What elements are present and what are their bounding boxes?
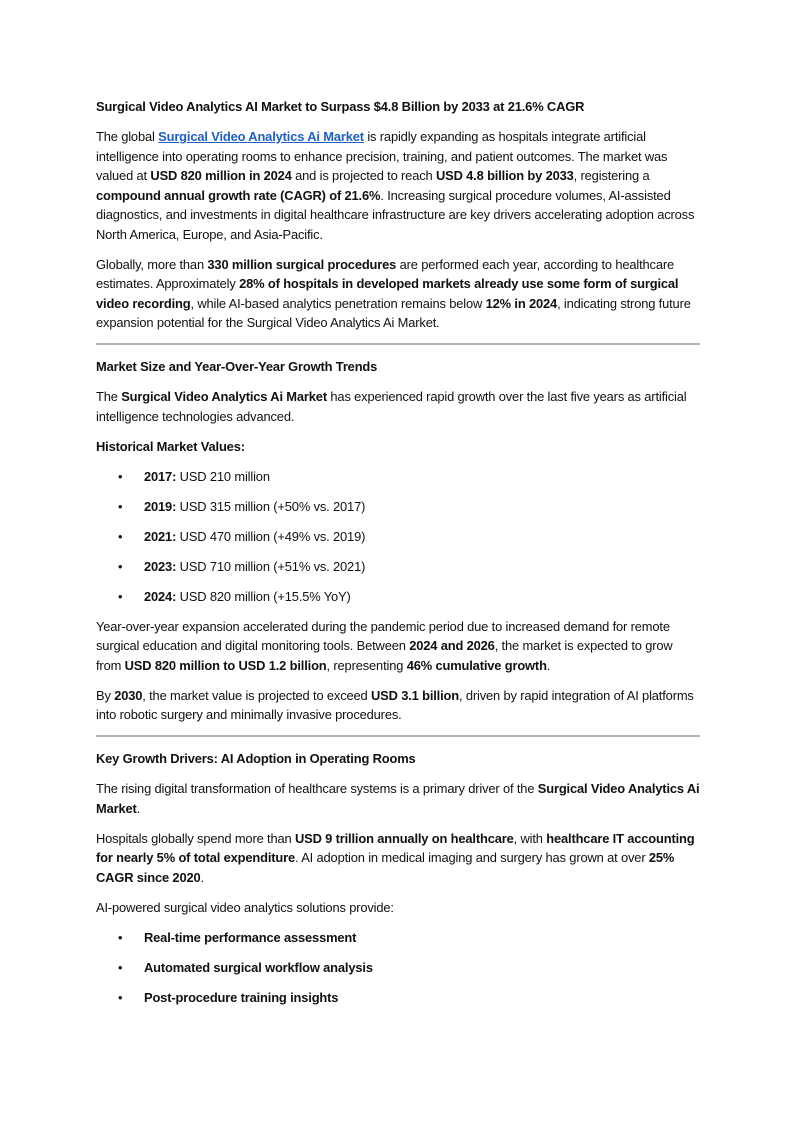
- text: .: [200, 869, 204, 885]
- section-heading: Key Growth Drivers: AI Adoption in Operating Rooms: [96, 751, 416, 766]
- document-page: [96, 97, 700, 1018]
- spending-paragraph: [96, 829, 700, 888]
- text: . Increasing surgical procedure volumes, AI-assisted diagnostics, and investments in digital healthcare infrastructure are key drivers accelerating adoption across North America, Europe, and Asia-Pacific.: [96, 187, 695, 242]
- section-heading: Market Size and Year-Over-Year Growth Trends: [96, 359, 378, 374]
- value: USD 710 million (+51% vs. 2021): [176, 558, 366, 574]
- year: 2021:: [144, 528, 177, 544]
- market-link[interactable]: Surgical Video Analytics Ai Market: [158, 129, 364, 144]
- text: , the market value is projected to exceed: [142, 687, 371, 703]
- list-item: [96, 467, 700, 487]
- bold-text: 330 million surgical procedures: [207, 256, 397, 272]
- year: 2023:: [144, 558, 177, 574]
- bold-text: USD 820 million to USD 1.2 billion: [124, 657, 327, 673]
- text: , registering a: [573, 168, 650, 183]
- bold-text: Automated surgical workflow analysis: [144, 959, 373, 975]
- bold-text: 2024 and 2026: [409, 638, 495, 653]
- text: .: [136, 800, 141, 816]
- text: Year-over-year expansion accelerated during the pandemic period due to increased demand for remote surgical education and digital monitoring tools. Between: [96, 618, 670, 653]
- divider: [96, 343, 700, 345]
- benefits-list: [96, 928, 700, 1008]
- text: . AI adoption in medical imaging and surgery has grown at over: [295, 850, 649, 865]
- value: USD 820 million (+15.5% YoY): [176, 588, 351, 604]
- bold-text: Real-time performance assessment: [144, 929, 357, 945]
- projection-paragraph: [96, 686, 700, 725]
- value: USD 210 million: [176, 468, 270, 484]
- bold-text: healthcare IT accounting for nearly 5% of total expenditure: [96, 830, 695, 865]
- text: Hospitals globally spend more than: [96, 830, 295, 846]
- text: By: [96, 687, 115, 703]
- text: has experienced rapid growth over the last five years as artificial intelligence technologies advanced.: [96, 389, 687, 424]
- divider: [96, 735, 700, 737]
- text: Globally, more than: [96, 256, 208, 272]
- bold-text: USD 3.1 billion: [371, 687, 459, 703]
- historical-values-list: [96, 467, 700, 607]
- text: , while AI-based analytics penetration remains below: [190, 295, 486, 311]
- text: are performed each year, according to healthcare estimates. Approximately: [96, 256, 675, 291]
- year: 2024:: [144, 588, 177, 604]
- text: The rising digital transformation of healthcare systems is a primary driver of the: [96, 781, 538, 796]
- bold-text: USD 4.8 billion by 2033: [435, 168, 574, 183]
- growth-paragraph: [96, 387, 700, 426]
- text: The global: [96, 129, 159, 144]
- bold-text: Post-procedure training insights: [144, 989, 339, 1005]
- year: 2017:: [144, 468, 177, 484]
- text: , indicating strong future expansion potential for the Surgical Video Analytics Ai Market.: [96, 295, 691, 330]
- year: 2019:: [144, 498, 177, 514]
- bold-text: 2030: [114, 687, 143, 703]
- text: , the market is expected to grow from: [96, 638, 673, 673]
- historical-label: [96, 437, 700, 457]
- list-item: [96, 958, 700, 978]
- list-item: [96, 587, 700, 607]
- drivers-paragraph: [96, 779, 700, 818]
- text: is rapidly expanding as hospitals integrate artificial intelligence into operating rooms to enhance precision, training, and patient outcomes. The market was valued at: [96, 129, 668, 183]
- list-item: [96, 527, 700, 547]
- list-item: [96, 928, 700, 948]
- solutions-intro: AI-powered surgical video analytics solutions provide:: [96, 899, 394, 915]
- procedures-paragraph: [96, 255, 700, 333]
- value: USD 470 million (+49% vs. 2019): [176, 528, 366, 544]
- bold-text: Historical Market Values:: [96, 438, 245, 454]
- value: USD 315 million (+50% vs. 2017): [176, 498, 366, 514]
- text: and is projected to reach: [291, 168, 436, 183]
- bold-text: Surgical Video Analytics Ai Market: [96, 781, 700, 816]
- bold-text: compound annual growth rate (CAGR) of 21.6%: [96, 187, 381, 203]
- text: .: [546, 657, 551, 673]
- bold-text: 28% of hospitals in developed markets already use some form of surgical video recording: [96, 276, 679, 311]
- list-item: [96, 497, 700, 517]
- text: , representing: [326, 657, 407, 673]
- list-item: [96, 988, 700, 1008]
- bold-text: Surgical Video Analytics Ai Market: [121, 389, 327, 404]
- bold-text: 46% cumulative growth: [406, 657, 547, 673]
- text: , with: [513, 830, 547, 846]
- intro-paragraph: [96, 127, 700, 244]
- bold-text: USD 820 million in 2024: [150, 168, 292, 183]
- bold-text: 25% CAGR since 2020: [96, 850, 675, 885]
- text: The: [96, 389, 122, 404]
- document-title: Surgical Video Analytics AI Market to Surpass $4.8 Billion by 2033 at 21.6% CAGR: [96, 99, 585, 114]
- yoy-paragraph: [96, 617, 700, 676]
- bold-text: USD 9 trillion annually on healthcare: [294, 830, 514, 846]
- text: , driven by rapid integration of AI platforms into robotic surgery and minimally invasive procedures.: [96, 687, 694, 722]
- list-item: [96, 557, 700, 577]
- bold-text: 12% in 2024: [485, 295, 558, 311]
